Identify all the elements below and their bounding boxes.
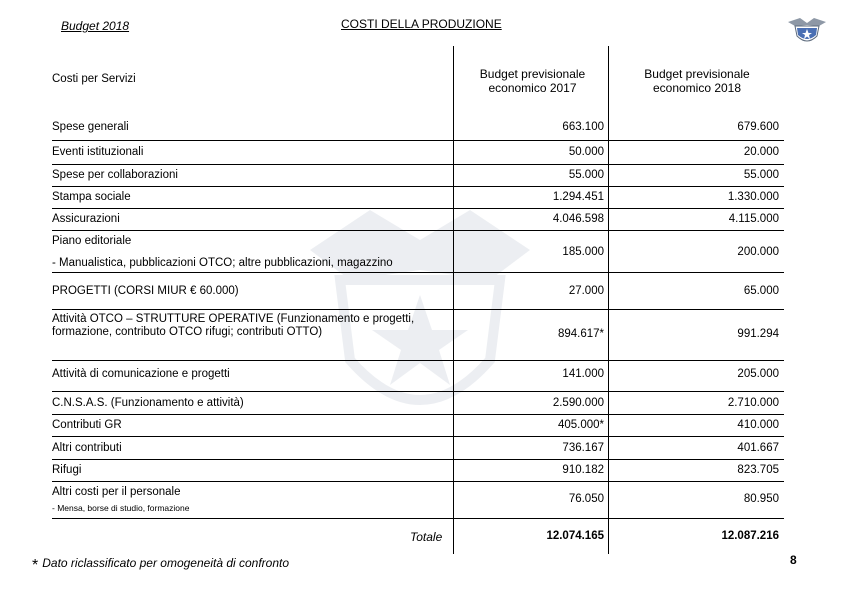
footnote-star: *: [32, 557, 39, 574]
value-2018: 991.294: [737, 328, 779, 340]
row-label: Attività di comunicazione e progetti: [52, 368, 230, 380]
row-divider: [52, 518, 784, 519]
value-2018: 4.115.000: [728, 213, 779, 225]
value-2017: 736.167: [562, 442, 604, 454]
row-label: Attività OTCO – STRUTTURE OPERATIVE (Funzionamento e progetti, formazione, contributo OTCO rifugi; contributi OTTO): [52, 313, 415, 338]
value-2017: 1.294.451: [552, 191, 604, 203]
row-divider: [52, 309, 784, 310]
row-label: PROGETTI (CORSI MIUR € 60.000): [52, 285, 239, 297]
row-divider: [52, 186, 784, 187]
row-label: Assicurazioni: [52, 213, 120, 225]
row-label: C.N.S.A.S. (Funzionamento e attività): [52, 397, 244, 409]
page-title: COSTI DELLA PRODUZIONE: [341, 17, 502, 31]
value-2018: 80.950: [743, 493, 779, 505]
row-divider: [52, 360, 784, 361]
value-2017: 55.000: [568, 169, 604, 181]
row-divider: [52, 459, 784, 460]
value-2017: 2.590.000: [552, 397, 604, 409]
value-2018: 65.000: [743, 285, 779, 297]
value-2018: 20.000: [743, 146, 779, 158]
value-2017: 894.617*: [557, 328, 604, 340]
page-number: 8: [790, 553, 797, 567]
value-2018: 55.000: [743, 169, 779, 181]
row-divider: [52, 140, 784, 141]
value-2018: 205.000: [737, 368, 779, 380]
row-sublabel: - Mensa, borse di studio, formazione: [52, 503, 190, 513]
col-divider-right: [608, 46, 609, 554]
total-2017: 12.074.165: [546, 530, 604, 542]
row-divider: [52, 391, 784, 392]
row-label: Piano editoriale: [52, 235, 132, 247]
value-2017: 76.050: [568, 493, 604, 505]
value-2017: 910.182: [562, 464, 604, 476]
row-label: Altri costi per il personale: [52, 486, 181, 498]
row-label: Eventi istituzionali: [52, 146, 144, 158]
section-label: Costi per Servizi: [52, 73, 136, 85]
row-label: Contributi GR: [52, 419, 122, 431]
value-2017: 663.100: [562, 121, 604, 133]
row-divider: [52, 230, 784, 231]
value-2018: 2.710.000: [727, 397, 779, 409]
value-2017: 27.000: [568, 285, 604, 297]
value-2018: 823.705: [737, 464, 779, 476]
row-divider: [52, 208, 784, 209]
row-sublabel: - Manualistica, pubblicazioni OTCO; altre pubblicazioni, magazzino: [52, 257, 393, 269]
total-2018: 12.087.216: [721, 530, 779, 542]
row-divider: [52, 481, 784, 482]
row-label: Spese per collaborazioni: [52, 169, 178, 181]
row-divider: [52, 436, 784, 437]
value-2017: 405.000*: [557, 419, 604, 431]
value-2018: 679.600: [737, 121, 779, 133]
cai-logo-icon: [786, 14, 828, 48]
row-divider: [52, 164, 784, 165]
value-2018: 401.667: [737, 442, 779, 454]
budget-year-label: Budget 2018: [61, 19, 130, 33]
row-label: Spese generali: [52, 121, 129, 133]
value-2017: 141.000: [562, 368, 604, 380]
value-2018: 410.000: [737, 419, 779, 431]
footnote-text: Dato riclassificato per omogeneità di confronto: [42, 556, 290, 570]
column-header-2018: Budget previsionale economico 2018: [644, 67, 750, 95]
footnote: [32, 556, 289, 575]
row-divider: [52, 272, 784, 273]
value-2018: 200.000: [737, 246, 779, 258]
value-2017: 4.046.598: [552, 213, 604, 225]
col-divider-left: [453, 46, 454, 554]
column-header-2017: Budget previsionale economico 2017: [479, 67, 586, 95]
value-2017: 50.000: [568, 146, 604, 158]
value-2018: 1.330.000: [727, 191, 779, 203]
row-divider: [52, 414, 784, 415]
total-label: Totale: [410, 530, 443, 544]
row-label: Altri contributi: [52, 442, 122, 454]
row-label: Stampa sociale: [52, 191, 131, 203]
value-2017: 185.000: [562, 246, 604, 258]
row-label: Rifugi: [52, 464, 82, 476]
